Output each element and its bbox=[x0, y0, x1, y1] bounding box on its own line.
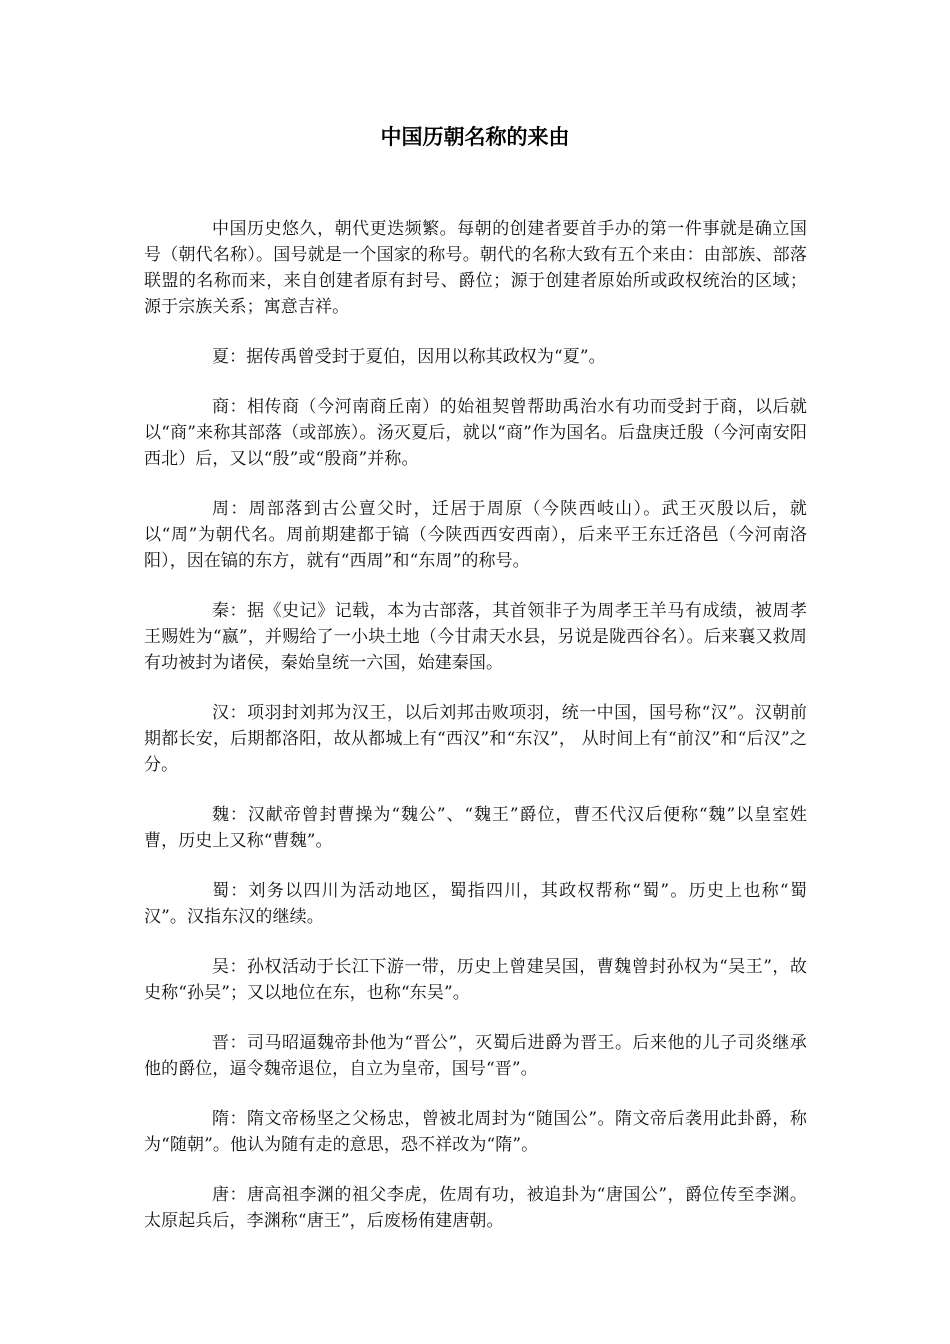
paragraph-xia: 夏：据传禹曾受封于夏伯，因用以称其政权为“夏”。 bbox=[212, 347, 606, 367]
paragraph-shu: 蜀：刘务以四川为活动地区，蜀指四川，其政权帮称“蜀”。历史上也称“蜀汉”。汉指东汉的继续。 bbox=[144, 881, 807, 927]
paragraph-han: 汉：项羽封刘邦为汉王，以后刘邦击败项羽，统一中国，国号称“汉”。汉朝前期都长安，后期都洛阳，故从都城上有“西汉”和“东汉”， 从时间上有“前汉”和“后汉”之分。 bbox=[144, 703, 807, 775]
document-title: 中国历朝名称的来由 bbox=[380, 125, 570, 149]
paragraph-wu: 吴：孙权活动于长江下游一带，历史上曾建吴国，曹魏曾封孙权为“吴王”，故史称“孙吴”；又以地位在东，也称“东吴”。 bbox=[144, 957, 807, 1003]
paragraph-qin: 秦：据《史记》记载，本为古部落，其首领非子为周孝王羊马有成绩，被周孝王赐姓为“嬴”，并赐给了一小块土地（今甘肃天水县，另说是陇西谷名）。后来襄又救周有功被封为诸侯，秦始皇统一六国，始建秦国。 bbox=[144, 601, 807, 673]
document-body bbox=[144, 216, 807, 1258]
paragraph-intro: 中国历史悠久，朝代更迭频繁。每朝的创建者要首手办的第一件事就是确立国号（朝代名称）。国号就是一个国家的称号。朝代的名称大致有五个来由：由部族、部落联盟的名称而来，来自创建者原有封号、爵位；源于创建者原始所或政权统治的区域；源于宗族关系；寓意吉祥。 bbox=[144, 219, 807, 317]
paragraph-tang: 唐：唐高祖李渊的祖父李虎，佐周有功，被追卦为“唐国公”，爵位传至李渊。太原起兵后，李渊称“唐王”，后废杨侑建唐朝。 bbox=[144, 1185, 807, 1231]
paragraph-zhou: 周：周部落到古公亶父时，迁居于周原（今陕西岐山）。武王灭殷以后，就以“周”为朝代名。周前期建都于镐（今陕西西安西南），后来平王东迁洛邑（今河南洛阳），因在镐的东方，就有“西周”和“东周”的称号。 bbox=[144, 499, 807, 571]
paragraph-wei: 魏：汉献帝曾封曹操为“魏公”、“魏王”爵位，曹丕代汉后便称“魏”以皇室姓曹，历史上又称“曹魏”。 bbox=[144, 805, 807, 851]
paragraph-sui: 隋：隋文帝杨坚之父杨忠，曾被北周封为“随国公”。隋文帝后袭用此卦爵，称为“随朝”。他认为随有走的意思，恐不祥改为“隋”。 bbox=[144, 1109, 807, 1155]
paragraph-shang: 商：相传商（今河南商丘南）的始祖契曾帮助禹治水有功而受封于商，以后就以“商”来称其部落（或部族）。汤灭夏后，就以“商”作为国名。后盘庚迁殷（今河南安阳西北）后，又以“殷”或“殷商”并称。 bbox=[144, 397, 807, 469]
paragraph-jin: 晋：司马昭逼魏帝卦他为“晋公”，灭蜀后进爵为晋王。后来他的儿子司炎继承他的爵位，逼令魏帝退位，自立为皇帝，国号“晋”。 bbox=[144, 1033, 807, 1079]
